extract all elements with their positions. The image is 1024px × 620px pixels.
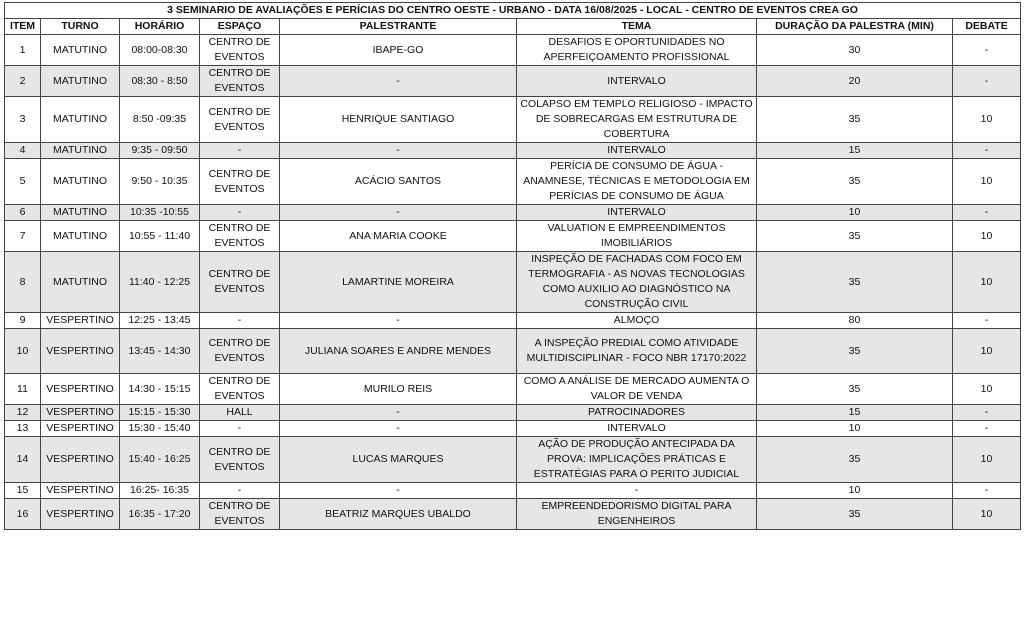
cell-duracao: 20: [757, 66, 953, 97]
table-row: [5, 313, 1021, 329]
cell-duracao: 10: [757, 205, 953, 221]
cell-horario: 08:00-08:30: [120, 35, 200, 66]
cell-tema: INTERVALO: [517, 421, 757, 437]
cell-duracao: 35: [757, 159, 953, 205]
cell-item: 1: [5, 35, 41, 66]
cell-espaco: -: [200, 143, 280, 159]
cell-horario: 15:30 - 15:40: [120, 421, 200, 437]
cell-debate: -: [953, 313, 1021, 329]
cell-item: 5: [5, 159, 41, 205]
cell-espaco: -: [200, 313, 280, 329]
schedule-title: 3 SEMINARIO DE AVALIAÇÕES E PERÍCIAS DO CENTRO OESTE - URBANO - DATA 16/08/2025 - LOCAL - CENTRO DE EVENTOS CREA GO: [5, 3, 1021, 19]
cell-debate: -: [953, 405, 1021, 421]
cell-espaco: HALL: [200, 405, 280, 421]
cell-espaco: -: [200, 421, 280, 437]
cell-turno: MATUTINO: [41, 35, 120, 66]
cell-item: 16: [5, 499, 41, 530]
cell-debate: -: [953, 66, 1021, 97]
cell-tema: COMO A ANÁLISE DE MERCADO AUMENTA O VALOR DE VENDA: [517, 374, 757, 405]
cell-item: 12: [5, 405, 41, 421]
cell-item: 4: [5, 143, 41, 159]
cell-duracao: 10: [757, 421, 953, 437]
cell-debate: 10: [953, 374, 1021, 405]
cell-item: 13: [5, 421, 41, 437]
cell-item: 9: [5, 313, 41, 329]
cell-palestrante: BEATRIZ MARQUES UBALDO: [280, 499, 517, 530]
cell-palestrante: LAMARTINE MOREIRA: [280, 252, 517, 313]
cell-turno: MATUTINO: [41, 205, 120, 221]
cell-turno: MATUTINO: [41, 66, 120, 97]
cell-horario: 15:15 - 15:30: [120, 405, 200, 421]
cell-turno: VESPERTINO: [41, 421, 120, 437]
cell-horario: 11:40 - 12:25: [120, 252, 200, 313]
cell-horario: 12:25 - 13:45: [120, 313, 200, 329]
cell-espaco: CENTRO DE EVENTOS: [200, 66, 280, 97]
cell-duracao: 35: [757, 499, 953, 530]
col-header-horario: HORÁRIO: [120, 19, 200, 35]
cell-item: 11: [5, 374, 41, 405]
cell-espaco: CENTRO DE EVENTOS: [200, 329, 280, 374]
table-row: [5, 205, 1021, 221]
cell-debate: 10: [953, 499, 1021, 530]
cell-duracao: 30: [757, 35, 953, 66]
cell-palestrante: HENRIQUE SANTIAGO: [280, 97, 517, 143]
cell-tema: A INSPEÇÃO PREDIAL COMO ATIVIDADE MULTIDISCIPLINAR - FOCO NBR 17170:2022: [517, 329, 757, 374]
cell-turno: VESPERTINO: [41, 374, 120, 405]
cell-palestrante: MURILO REIS: [280, 374, 517, 405]
cell-espaco: -: [200, 205, 280, 221]
header-row: [5, 19, 1021, 35]
cell-turno: MATUTINO: [41, 143, 120, 159]
table-row: [5, 35, 1021, 66]
cell-duracao: 35: [757, 221, 953, 252]
cell-tema: COLAPSO EM TEMPLO RELIGIOSO - IMPACTO DE SOBRECARGAS EM ESTRUTURA DE COBERTURA: [517, 97, 757, 143]
table-row: [5, 483, 1021, 499]
cell-item: 2: [5, 66, 41, 97]
cell-duracao: 80: [757, 313, 953, 329]
cell-debate: -: [953, 483, 1021, 499]
cell-duracao: 35: [757, 374, 953, 405]
cell-tema: -: [517, 483, 757, 499]
cell-palestrante: ANA MARIA COOKE: [280, 221, 517, 252]
cell-espaco: CENTRO DE EVENTOS: [200, 252, 280, 313]
cell-debate: -: [953, 421, 1021, 437]
table-row: [5, 97, 1021, 143]
cell-tema: EMPREENDEDORISMO DIGITAL PARA ENGENHEIROS: [517, 499, 757, 530]
col-header-turno: TURNO: [41, 19, 120, 35]
cell-horario: 08:30 - 8:50: [120, 66, 200, 97]
cell-turno: MATUTINO: [41, 221, 120, 252]
cell-espaco: CENTRO DE EVENTOS: [200, 159, 280, 205]
cell-debate: 10: [953, 437, 1021, 483]
cell-debate: 10: [953, 159, 1021, 205]
table-row: [5, 374, 1021, 405]
table-row: [5, 421, 1021, 437]
cell-turno: VESPERTINO: [41, 499, 120, 530]
cell-espaco: CENTRO DE EVENTOS: [200, 499, 280, 530]
cell-palestrante: -: [280, 66, 517, 97]
cell-espaco: CENTRO DE EVENTOS: [200, 437, 280, 483]
cell-palestrante: -: [280, 313, 517, 329]
cell-tema: INTERVALO: [517, 66, 757, 97]
cell-tema: INSPEÇÃO DE FACHADAS COM FOCO EM TERMOGRAFIA - AS NOVAS TECNOLOGIAS COMO AUXILIO AO DIAGNÓSTICO NA CONSTRUÇÃO CIVIL: [517, 252, 757, 313]
cell-turno: VESPERTINO: [41, 437, 120, 483]
cell-item: 10: [5, 329, 41, 374]
cell-palestrante: -: [280, 143, 517, 159]
cell-horario: 8:50 -09:35: [120, 97, 200, 143]
cell-horario: 14:30 - 15:15: [120, 374, 200, 405]
cell-turno: VESPERTINO: [41, 483, 120, 499]
cell-debate: 10: [953, 221, 1021, 252]
cell-palestrante: -: [280, 483, 517, 499]
cell-espaco: -: [200, 483, 280, 499]
cell-palestrante: JULIANA SOARES E ANDRE MENDES: [280, 329, 517, 374]
table-row: [5, 405, 1021, 421]
cell-item: 7: [5, 221, 41, 252]
cell-horario: 16:25- 16:35: [120, 483, 200, 499]
cell-palestrante: ACÁCIO SANTOS: [280, 159, 517, 205]
cell-turno: VESPERTINO: [41, 329, 120, 374]
cell-horario: 13:45 - 14:30: [120, 329, 200, 374]
cell-horario: 9:35 - 09:50: [120, 143, 200, 159]
cell-tema: INTERVALO: [517, 143, 757, 159]
table-row: [5, 252, 1021, 313]
col-header-tema: TEMA: [517, 19, 757, 35]
cell-tema: VALUATION E EMPREENDIMENTOS IMOBILIÁRIOS: [517, 221, 757, 252]
cell-duracao: 35: [757, 437, 953, 483]
cell-item: 15: [5, 483, 41, 499]
cell-tema: DESAFIOS E OPORTUNIDADES NO APERFEIÇOAMENTO PROFISSIONAL: [517, 35, 757, 66]
cell-palestrante: IBAPE-GO: [280, 35, 517, 66]
cell-horario: 10:35 -10:55: [120, 205, 200, 221]
col-header-espaco: ESPAÇO: [200, 19, 280, 35]
cell-duracao: 35: [757, 252, 953, 313]
cell-horario: 16:35 - 17:20: [120, 499, 200, 530]
table-row: [5, 437, 1021, 483]
cell-duracao: 15: [757, 405, 953, 421]
table-row: [5, 221, 1021, 252]
col-header-duracao: DURAÇÃO DA PALESTRA (MIN): [757, 19, 953, 35]
cell-debate: 10: [953, 252, 1021, 313]
cell-turno: VESPERTINO: [41, 405, 120, 421]
cell-tema: INTERVALO: [517, 205, 757, 221]
cell-horario: 10:55 - 11:40: [120, 221, 200, 252]
cell-debate: -: [953, 143, 1021, 159]
cell-palestrante: -: [280, 421, 517, 437]
cell-espaco: CENTRO DE EVENTOS: [200, 374, 280, 405]
table-row: [5, 159, 1021, 205]
cell-tema: PERÍCIA DE CONSUMO DE ÁGUA - ANAMNESE, TÉCNICAS E METODOLOGIA EM PERÍCIAS DE CONSUMO DE ÁGUA: [517, 159, 757, 205]
cell-horario: 15:40 - 16:25: [120, 437, 200, 483]
cell-duracao: 15: [757, 143, 953, 159]
table-row: [5, 143, 1021, 159]
cell-horario: 9:50 - 10:35: [120, 159, 200, 205]
cell-debate: -: [953, 35, 1021, 66]
cell-debate: -: [953, 205, 1021, 221]
table-row: [5, 329, 1021, 374]
col-header-item: ITEM: [5, 19, 41, 35]
cell-tema: PATROCINADORES: [517, 405, 757, 421]
col-header-debate: DEBATE: [953, 19, 1021, 35]
table-row: [5, 499, 1021, 530]
col-header-palestrante: PALESTRANTE: [280, 19, 517, 35]
cell-palestrante: -: [280, 405, 517, 421]
cell-palestrante: -: [280, 205, 517, 221]
schedule-sheet: [4, 2, 1020, 530]
cell-turno: MATUTINO: [41, 159, 120, 205]
cell-espaco: CENTRO DE EVENTOS: [200, 35, 280, 66]
cell-turno: VESPERTINO: [41, 313, 120, 329]
cell-espaco: CENTRO DE EVENTOS: [200, 97, 280, 143]
cell-item: 6: [5, 205, 41, 221]
cell-espaco: CENTRO DE EVENTOS: [200, 221, 280, 252]
cell-item: 14: [5, 437, 41, 483]
cell-turno: MATUTINO: [41, 97, 120, 143]
schedule-table: [4, 2, 1021, 530]
cell-duracao: 35: [757, 329, 953, 374]
cell-item: 3: [5, 97, 41, 143]
cell-duracao: 35: [757, 97, 953, 143]
cell-duracao: 10: [757, 483, 953, 499]
cell-tema: AÇÃO DE PRODUÇÃO ANTECIPADA DA PROVA: IMPLICAÇÕES PRÁTICAS E ESTRATÉGIAS PARA O PERITO JUDICIAL: [517, 437, 757, 483]
cell-debate: 10: [953, 329, 1021, 374]
cell-turno: MATUTINO: [41, 252, 120, 313]
cell-debate: 10: [953, 97, 1021, 143]
cell-palestrante: LUCAS MARQUES: [280, 437, 517, 483]
table-row: [5, 66, 1021, 97]
cell-item: 8: [5, 252, 41, 313]
cell-tema: ALMOÇO: [517, 313, 757, 329]
